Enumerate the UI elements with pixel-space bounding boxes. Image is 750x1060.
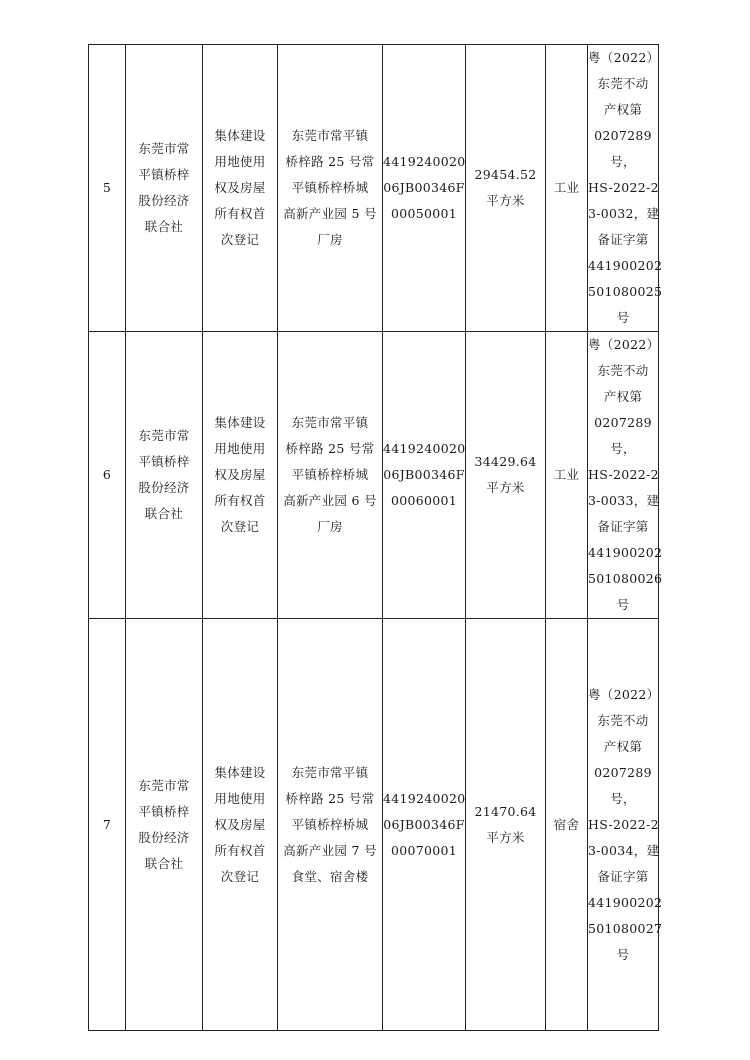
cell-location: 东莞市常平镇 桥梓路 25 号常 平镇桥梓桥城 高新产业园 6 号 厂房 (278, 332, 383, 619)
cell-unit-number: 4419240020 06JB00346F 00050001 (383, 45, 466, 332)
cell-owner: 东莞市常 平镇桥梓 股份经济 联合社 (126, 45, 203, 332)
cell-use: 工业 (546, 45, 588, 332)
cell-use: 宿舍 (546, 619, 588, 1031)
cell-area: 21470.64 平方米 (466, 619, 546, 1031)
cell-unit-number: 4419240020 06JB00346F 00060001 (383, 332, 466, 619)
cell-certificate: 粤（2022） 东莞不动 产权第 0207289 号， HS-2022-2 3-0032，建 备证字第 441900202 501080025 号 (588, 45, 659, 332)
cell-no: 6 (89, 332, 126, 619)
cell-certificate: 粤（2022） 东莞不动 产权第 0207289 号， HS-2022-2 3-0033，建 备证字第 441900202 501080026 号 (588, 332, 659, 619)
table-row (89, 619, 659, 1031)
cell-location: 东莞市常平镇 桥梓路 25 号常 平镇桥梓桥城 高新产业园 7 号 食堂、宿舍楼 (278, 619, 383, 1031)
cell-no: 5 (89, 45, 126, 332)
cell-location: 东莞市常平镇 桥梓路 25 号常 平镇桥梓桥城 高新产业园 5 号 厂房 (278, 45, 383, 332)
cell-registration-type: 集体建设 用地使用 权及房屋 所有权首 次登记 (203, 332, 278, 619)
cell-owner: 东莞市常 平镇桥梓 股份经济 联合社 (126, 332, 203, 619)
cell-unit-number: 4419240020 06JB00346F 00070001 (383, 619, 466, 1031)
table-row (89, 332, 659, 619)
cell-registration-type: 集体建设 用地使用 权及房屋 所有权首 次登记 (203, 45, 278, 332)
cell-area: 34429.64 平方米 (466, 332, 546, 619)
table-row (89, 45, 659, 332)
cell-no: 7 (89, 619, 126, 1031)
cell-registration-type: 集体建设 用地使用 权及房屋 所有权首 次登记 (203, 619, 278, 1031)
property-registration-table (88, 44, 663, 1031)
cell-area: 29454.52 平方米 (466, 45, 546, 332)
cell-use: 工业 (546, 332, 588, 619)
cell-certificate: 粤（2022） 东莞不动 产权第 0207289 号， HS-2022-2 3-0034，建 备证字第 441900202 501080027 号 (588, 619, 659, 1031)
table-body (89, 45, 663, 1031)
cell-owner: 东莞市常 平镇桥梓 股份经济 联合社 (126, 619, 203, 1031)
